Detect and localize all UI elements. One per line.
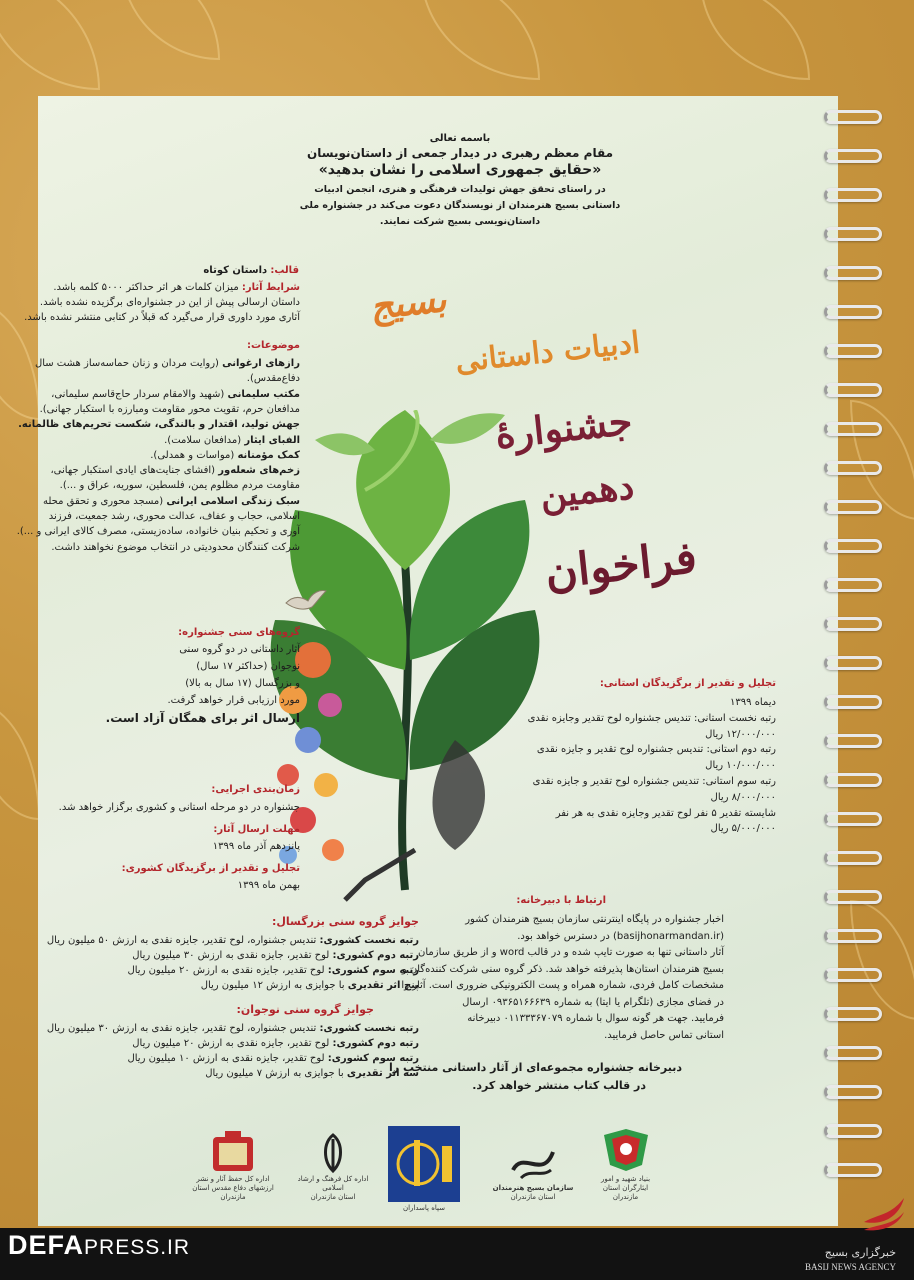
zaman-label: زمان‌بندی اجرایی: (211, 784, 300, 795)
ring (824, 149, 882, 163)
mozuat-line (40, 402, 300, 418)
keshvari-value: بهمن ماه ۱۳۹۹ (237, 880, 300, 891)
ostani-line: ۱۲/۰۰۰/۰۰۰ ریال (705, 728, 776, 740)
ertebat-line: اخبار جشنواره در پایگاه اینترنتی سازمان بسیج هنرمندان کشور (465, 914, 724, 925)
bozorg-label: جوایز گروه سنی بزرگسال: (271, 915, 419, 928)
mozuat-bold: کمک مؤمنانه (237, 449, 300, 461)
title-dahomin: دهمین (538, 465, 637, 517)
mozuat-text: (شهید والامقام سردار حاج‌قاسم سلیمانی، (51, 388, 228, 400)
title-adabiat: ادبیات داستانی (453, 325, 642, 380)
ertebat-line: استانی تماس حاصل فرمایید. (604, 1029, 724, 1041)
ring (824, 617, 882, 631)
ring (824, 110, 882, 124)
ring (824, 773, 882, 787)
bozorg-bold: رتبه سوم کشوری: (327, 965, 419, 976)
mohlat-value: پانزدهم آذر ماه ۱۳۹۹ (212, 841, 300, 852)
ostani-line: رتبه سوم استانی: تندیس جشنواره لوح تقدیر و جایزه نقدی (532, 776, 776, 787)
ostani-line: دیماه ۱۳۹۹ (730, 697, 776, 708)
keshvari-label: تجلیل و تقدیر از برگزیدگان کشوری: (121, 863, 300, 874)
ring (824, 188, 882, 202)
ring (824, 851, 882, 865)
ring (824, 656, 882, 670)
header-intro: در راستای تحقق جهش تولیدات فرهنگی و هنری، انجمن ادبیات داستانی بسیج هنرمندان از نویسندگان دعوت می‌کند در جشنواره ملی داستان‌نویسی بسیج شرکت نمایند. (299, 184, 621, 227)
ring (824, 227, 882, 241)
zaman-value: جشنواره در دو مرحله استانی و کشوری برگزار خواهد شد. (58, 802, 300, 813)
bozorg-text: تندیس جشنواره، لوح تقدیر، جایزه نقدی به ارزش ۵۰ میلیون ریال (46, 935, 320, 946)
ertebat-line: بسیج هنرمندان استان‌ها پذیرفته خواهد شد. ذکر گروه سنی شرکت کننده‌گان و (401, 963, 724, 975)
ring (824, 968, 882, 982)
ring (824, 1124, 882, 1138)
mozuat-line (17, 524, 300, 540)
mozuat-text: (مواسات و همدلی). (150, 449, 238, 461)
sen-line0: آثار داستانی در دو گروه سنی (179, 644, 300, 655)
nojavan-text: لوح تقدیر، جایزه نقدی به ارزش ۱۰ میلیون ریال (127, 1053, 328, 1064)
mozuat-text: دفاع‌مقدس). (246, 373, 300, 385)
ostani-line: رتبه دوم استانی: تندیس جشنواره لوح تقدیر و جایزه نقدی (536, 744, 776, 756)
header-line1: باسمه تعالی (429, 133, 491, 144)
ring (824, 500, 882, 514)
bozorg-text: لوح تقدیر، جایزه نقدی به ارزش ۳۰ میلیون ریال (132, 950, 333, 961)
ertebat-label: ارتباط با دبیرخانه: (516, 895, 606, 906)
bozorg-line (201, 978, 419, 994)
ostani-line: ۱۰/۰۰۰/۰۰۰ ریال (705, 760, 776, 772)
bird-icon (282, 585, 328, 615)
ertebat-line: (basijhonarmandan.ir) در دسترس خواهد بود. (517, 930, 724, 942)
sen-bold: ارسال اثر برای همگان آزاد است. (105, 711, 300, 725)
sen-label: گروه‌های سنی جشنواره: (178, 627, 300, 638)
nojavan-line (205, 1066, 419, 1082)
mohlat-label: مهلت ارسال آثار: (213, 824, 300, 835)
nojavan-line (132, 1036, 419, 1052)
ring (824, 1007, 882, 1021)
title-jashnvare: جشنوارهٔ (493, 397, 635, 458)
ring (824, 1163, 882, 1177)
sharayet-line1: داستان ارسالی پیش از این در جشنواره‌ای برگزیده نشده باشد. (39, 297, 300, 308)
ostani-line: ۵/۰۰۰/۰۰۰ ریال (710, 823, 776, 835)
defapress-logo: DEFAPRESS.IR (8, 1230, 191, 1260)
ring (824, 266, 882, 280)
ring (824, 890, 882, 904)
mozuat-bold: سبک زندگی اسلامی ایرانی (166, 495, 300, 507)
ring (824, 539, 882, 553)
ring (824, 812, 882, 826)
mozuat-text: (مدافعان سلامت). (164, 434, 245, 446)
logo-ershad: اداره کل فرهنگ و ارشاد اسلامی استان مازندران (288, 1122, 378, 1202)
ring (824, 383, 882, 397)
bozorg-bold: پنج اثر تقدیری (347, 980, 419, 991)
ostani-line: رتبه نخست استانی: تندیس جشنواره لوح تقدیر وجایزه نقدی (527, 712, 776, 724)
ring (824, 578, 882, 592)
bozorg-text: لوح تقدیر، جایزه نقدی به ارزش ۲۰ میلیون ریال (127, 965, 328, 976)
mozuat-text: (افشای جنایت‌های ایادی استکبار جهانی، (50, 465, 219, 477)
mozuat-bold: رازهای ارغوانی (222, 358, 300, 369)
logo-bonyad-shahid: بنیاد شهید و امور ایثارگران استان مازندران (588, 1122, 663, 1202)
header (290, 133, 630, 230)
bozorg-line (132, 948, 419, 964)
ertebat-final1: در قالب کتاب منتشر خواهد کرد. (472, 1079, 646, 1092)
iran-emblem-icon (313, 1131, 353, 1175)
title-basij: بسیج (368, 278, 449, 328)
mozuat-label: موضوعات: (246, 340, 300, 351)
sharayet-line2: آثاری مورد داوری قرار می‌گیرد که قبلاً در کتابی منتشر نشده باشد. (24, 312, 300, 323)
ertebat-line: آثار داستانی تنها به صورت تایپ شده و در قالب word و از طریق سازمان (418, 947, 724, 958)
ring (824, 422, 882, 436)
mozuat-line (247, 371, 300, 387)
mozuat-text: مقاومت مردم مظلوم یمن، فلسطین، سوریه، عراق و ...). (59, 480, 300, 492)
ring (824, 929, 882, 943)
mozuat-line (43, 494, 300, 510)
ring (824, 344, 882, 358)
ring (824, 695, 882, 709)
logo-basij-honarmandan: سازمان بسیج هنرمندان استان مازندران (483, 1122, 583, 1202)
mozuat-line (164, 433, 300, 449)
mozuat-line (60, 478, 300, 494)
ostani-line: ۸/۰۰۰/۰۰۰ ریال (710, 791, 776, 803)
logo-sepah: سپاه پاسداران (388, 1126, 460, 1202)
basij-news-agency: خبرگزاری بسیج BASIJ NEWS AGENCY (804, 1246, 896, 1272)
mozuat-line (49, 509, 300, 525)
sen-line2: و بزرگسال (۱۷ سال به بالا) (185, 678, 300, 689)
nojavan-bold: رتبه سوم کشوری: (327, 1053, 419, 1064)
mozuat-text: شرکت کنندگان محدودیتی در انتخاب موضوع نخواهند داشت. (51, 541, 300, 553)
nojavan-text: با جوایزی به ارزش ۷ میلیون ریال (205, 1068, 347, 1079)
mozuat-line (18, 417, 300, 433)
mozuat-text: آوری و تحکیم بنیان خانواده، ساده‌زیستی، مصرف کالای ایرانی و ...). (16, 526, 300, 538)
logo-hefz-asar: اداره کل حفظ آثار و نشر ارزشهای دفاع مقدس استان مازندران (188, 1122, 278, 1202)
header-quote: «حقایق جمهوری اسلامی را نشان بدهید» (318, 162, 602, 178)
ertebat-final0: دبیرخانه جشنواره مجموعه‌ای از آثار داستانی منتخب را (389, 1061, 682, 1074)
ostani-line: شایسته تقدیر ۵ نفر لوح تقدیر وجایزه نقدی به هر نفر (555, 807, 776, 819)
bonyad-shahid-emblem-icon (598, 1125, 654, 1175)
ring (824, 461, 882, 475)
nojavan-label: جوایز گروه سنی نوجوان: (236, 1003, 374, 1016)
ostani-label: تجلیل و تقدیر از برگزیدگان استانی: (599, 678, 776, 689)
qaleb: قالب: داستان کوتاه (203, 265, 299, 276)
hefz-asar-emblem-icon (210, 1129, 256, 1175)
ertebat-line: فرمایید. جهت هر گونه سوال با شماره ۰۱۱۳۳۳۶۷۰۷۹ دبیرخانه (467, 1013, 724, 1024)
ring (824, 305, 882, 319)
sen-line3: مورد ارزیابی قرار خواهد گرفت. (167, 695, 300, 706)
ring (824, 1085, 882, 1099)
mozuat-line (35, 356, 300, 372)
bozorg-line (47, 933, 419, 949)
nojavan-bold: رتبه نخست کشوری: (319, 1023, 419, 1034)
basij-news-flame-icon (860, 1192, 908, 1232)
nojavan-bold: سه اثر تقدیری (346, 1068, 419, 1079)
mozuat-line (150, 448, 300, 464)
nojavan-line (127, 1051, 419, 1067)
mozuat-line (51, 387, 300, 403)
mozuat-line (51, 540, 300, 556)
notebook-rings (824, 110, 884, 1210)
bozorg-bold: رتبه دوم کشوری: (332, 950, 419, 961)
mozuat-text: مدافعان حرم، تقویت محور مقاومت ومبارزه با استکبار جهانی). (39, 403, 300, 415)
mozuat-text: (مسجد محوری و تحقق محله (42, 495, 167, 507)
mozuat-bold: زخم‌های شعله‌ور (218, 465, 300, 477)
bozorg-line (127, 963, 419, 979)
sepah-emblem-icon (388, 1126, 460, 1202)
bozorg-bold: رتبه نخست کشوری: (319, 935, 419, 946)
mozuat-line (50, 463, 300, 479)
sharayet-line0: شرایط آثار: میزان کلمات هر اثر حداکثر ۵۰۰۰ کلمه باشد. (53, 282, 300, 293)
ring (824, 734, 882, 748)
ring (824, 1046, 882, 1060)
ertebat-line: در فضای مجازی (تلگرام یا ایتا) به شماره ۰۹۳۶۵۱۶۶۶۳۹ ارسال (462, 996, 724, 1008)
header-line2: مقام معظم رهبری در دیدار جمعی از داستان‌نویسان (306, 146, 614, 160)
mozuat-bold: مکتب سلیمانی (227, 388, 300, 400)
mozuat-bold: جهش تولید، اقتدار و بالندگی، شکست تحریم‌های ظالمانه. (18, 419, 300, 431)
nojavan-bold: رتبه دوم کشوری: (332, 1038, 419, 1049)
mozuat-bold: الفبای ایثار (244, 434, 300, 446)
basij-honarmandan-calligraphy-icon (503, 1140, 563, 1184)
nojavan-text: تندیس جشنواره، لوح تقدیر، جایزه نقدی به ارزش ۳۰ میلیون ریال (46, 1023, 320, 1034)
nojavan-line (47, 1021, 419, 1037)
ertebat-line: مشخصات کامل فردی، شماره همراه و پست الکترونیکی ضروری است. آثار را (401, 980, 724, 991)
mozuat-text: (روایت مردان و زنان حماسه‌ساز هشت سال (34, 358, 223, 369)
sen-line1: نوجوان (حداکثر ۱۷ سال) (196, 661, 300, 672)
mozuat-text: اسلامی، حجاب و عفاف، عدالت محوری، رشد جمعیت، فرزند (48, 511, 300, 522)
nojavan-text: لوح تقدیر، جایزه نقدی به ارزش ۲۰ میلیون ریال (132, 1038, 333, 1049)
title-farakhan: فراخوان (542, 532, 700, 599)
bozorg-text: با جوایزی به ارزش ۱۲ میلیون ریال (200, 980, 348, 991)
